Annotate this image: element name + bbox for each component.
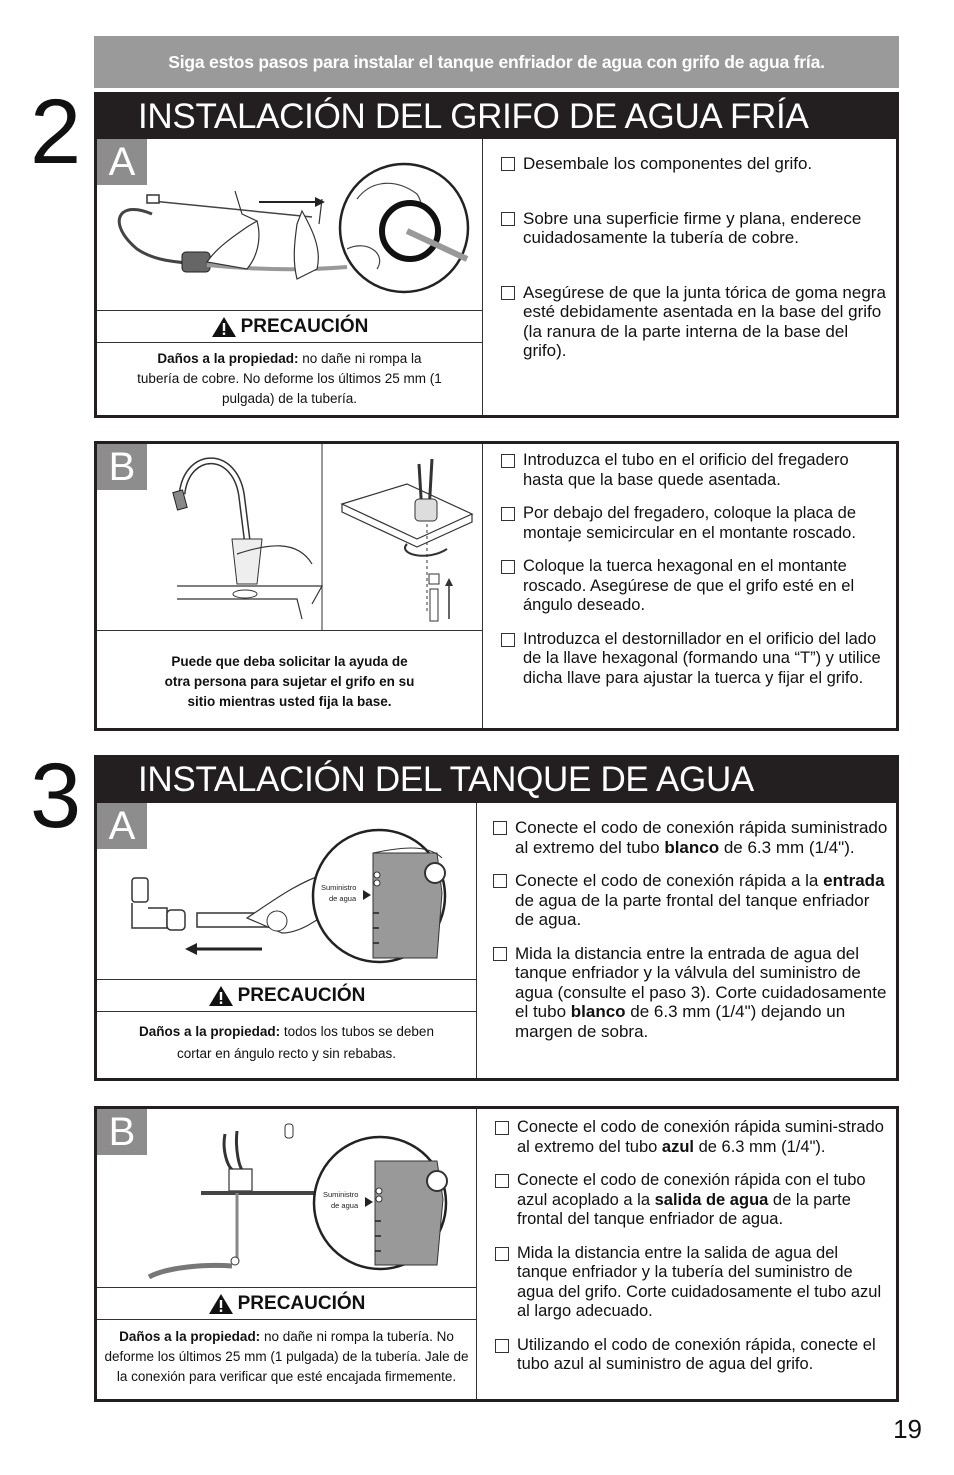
page-number: 19 bbox=[893, 1414, 922, 1444]
step-2a-caution-header bbox=[97, 310, 482, 343]
step-3a-panel bbox=[94, 803, 899, 1081]
step-2b-letter: B bbox=[97, 444, 147, 490]
supply-label-2: de agua bbox=[331, 1201, 359, 1210]
supply-label-1: Suministro bbox=[323, 1190, 359, 1199]
caution-bold: Daños a la propiedad: bbox=[119, 1329, 261, 1344]
step-2b-right bbox=[483, 444, 896, 728]
step-2-title: INSTALACIÓN DEL GRIFO DE AGUA FRÍA bbox=[94, 92, 899, 142]
caution-bold: Daños a la propiedad: bbox=[139, 1024, 281, 1039]
step-number-3: 3 bbox=[30, 745, 82, 847]
checklist-item: Sobre una superficie firme y plana, enderece cuidadosamente la tubería de cobre. bbox=[499, 209, 890, 248]
step-2a-panel bbox=[94, 139, 899, 418]
step-3b-right bbox=[477, 1109, 896, 1399]
step-2b-left bbox=[97, 444, 483, 728]
checkbox bbox=[493, 947, 507, 961]
caution-bold: Daños a la propiedad: bbox=[157, 351, 299, 366]
checkbox bbox=[501, 633, 515, 647]
caution-label: PRECAUCIÓN bbox=[237, 984, 366, 1006]
checklist-item: Mida la distancia entre la entrada de agua del tanque enfriador y la válvula del suministro de agua (consulte el paso 3). Corte cuidadosamente el tubo blanco de 6.3 mm (1/4") dejando un margen de sobra. bbox=[491, 944, 890, 1042]
supply-label-1: Suministro bbox=[321, 883, 357, 892]
checklist-item: Desembale los componentes del grifo. bbox=[499, 154, 890, 174]
instruction-banner: Siga estos pasos para instalar el tanque enfriador de agua con grifo de agua fría. bbox=[94, 36, 899, 88]
step-3a-left bbox=[97, 803, 477, 1078]
step-3b-caution-header bbox=[97, 1287, 476, 1320]
step-3b-caution-text bbox=[97, 1327, 476, 1387]
checkbox bbox=[501, 454, 515, 468]
checklist-item: Conecte el codo de conexión rápida suministrado al extremo del tubo blanco de 6.3 mm (1/4"). bbox=[491, 818, 890, 857]
warning-icon bbox=[211, 316, 237, 338]
checkbox bbox=[495, 1121, 509, 1135]
checkbox bbox=[501, 157, 515, 171]
warning-icon bbox=[208, 985, 234, 1007]
checkbox bbox=[501, 560, 515, 574]
faucet-unpack-illustration bbox=[97, 139, 483, 309]
checkbox bbox=[501, 507, 515, 521]
supply-label-2: de agua bbox=[329, 894, 357, 903]
checklist-item: Conecte el codo de conexión rápida a la entrada de agua de la parte frontal del tanque enfriador de agua. bbox=[491, 871, 890, 930]
checklist-item: Introduzca el destornillador en el orificio del lado de la llave hexagonal (formando una “T”) y utilice dicha llave para ajustar la tuerca y fijar el grifo. bbox=[499, 630, 890, 689]
step-3a-right bbox=[477, 803, 896, 1078]
step-3b-letter: B bbox=[97, 1109, 147, 1155]
checkbox bbox=[493, 874, 507, 888]
step-2a-caution-text bbox=[97, 349, 482, 409]
blue-tube-illustration bbox=[97, 1109, 477, 1285]
warning-icon bbox=[208, 1293, 234, 1315]
checklist-item: Conecte el codo de conexión rápida con el tubo azul acoplado a la salida de agua de la parte frontal del tanque enfriador de agua. bbox=[493, 1171, 890, 1230]
checkbox bbox=[493, 821, 507, 835]
faucet-mount-illustration bbox=[97, 444, 483, 630]
step-3b-left bbox=[97, 1109, 477, 1399]
checkbox bbox=[495, 1339, 509, 1353]
step-2b-note: Puede que deba solicitar la ayuda de otra persona para sujetar el grifo en su sitio mientras usted fija la base. bbox=[164, 654, 415, 709]
step-2b-panel bbox=[94, 441, 899, 731]
checkbox bbox=[501, 286, 515, 300]
caution-label: PRECAUCIÓN bbox=[237, 1292, 366, 1314]
caution-rest: todos los tubos se deben cortar en ángulo recto y sin rebabas. bbox=[176, 1024, 434, 1061]
step-3a-caution-header bbox=[97, 979, 476, 1012]
checklist-item: Utilizando el codo de conexión rápida, conecte el tubo azul al suministro de agua del grifo. bbox=[493, 1336, 890, 1375]
checklist-item: Por debajo del fregadero, coloque la placa de montaje semicircular en el montante roscado. bbox=[499, 504, 890, 543]
step-number-2: 2 bbox=[30, 81, 82, 183]
step-2a-right bbox=[483, 139, 896, 415]
checkbox bbox=[501, 212, 515, 226]
checklist-item: Coloque la tuerca hexagonal en el montante roscado. Asegúrese de que el grifo esté en el ángulo deseado. bbox=[499, 557, 890, 616]
caution-rest: no dañe ni rompa la tubería de cobre. No deforme los últimos 25 mm (1 pulgada) de la tubería. bbox=[137, 351, 442, 406]
caution-label: PRECAUCIÓN bbox=[240, 315, 369, 337]
step-3a-caution-text bbox=[97, 1021, 476, 1065]
tube-connect-illustration bbox=[97, 803, 477, 979]
checkbox bbox=[495, 1247, 509, 1261]
checklist-item: Asegúrese de que la junta tórica de goma negra esté debidamente asentada en la base del grifo (la ranura de la parte interna de la base del grifo). bbox=[499, 283, 890, 361]
step-3b-panel bbox=[94, 1106, 899, 1402]
step-3a-letter: A bbox=[97, 803, 147, 849]
checkbox bbox=[495, 1174, 509, 1188]
step-2a-letter: A bbox=[97, 139, 147, 185]
step-2a-left bbox=[97, 139, 483, 415]
checklist-item: Mida la distancia entre la salida de agua del tanque enfriador y la tubería del suministro de agua del grifo. Corte cuidadosamente el tubo azul al largo adecuado. bbox=[493, 1244, 890, 1322]
checklist-item: Introduzca el tubo en el orificio del fregadero hasta que la base quede asentada. bbox=[499, 451, 890, 490]
checklist-item: Conecte el codo de conexión rápida sumini-strado al extremo del tubo azul de 6.3 mm (1/4"). bbox=[493, 1118, 890, 1157]
caution-rest: no dañe ni rompa la tubería. No deforme los últimos 25 mm (1 pulgada) de la tubería. Jale de la conexión para verificar que esté encajada firmemente. bbox=[104, 1329, 469, 1384]
step-3-title: INSTALACIÓN DEL TANQUE DE AGUA bbox=[94, 755, 899, 805]
